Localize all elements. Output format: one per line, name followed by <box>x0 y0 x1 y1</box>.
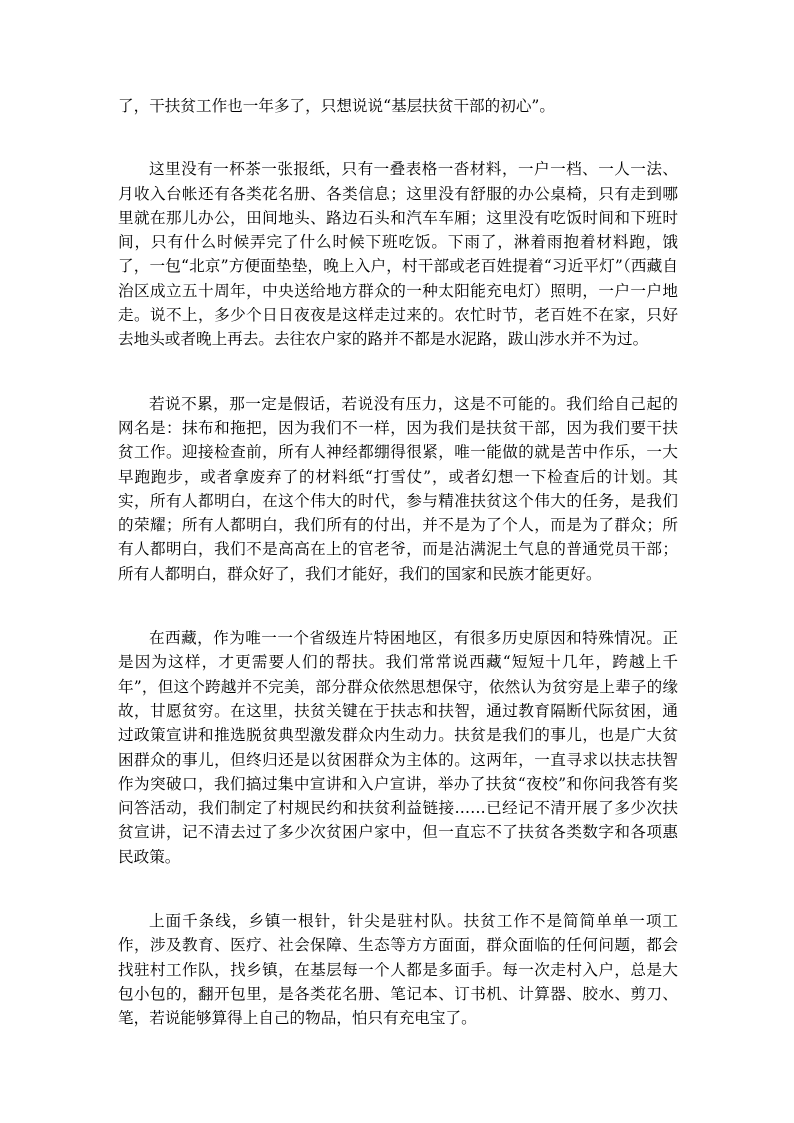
paragraph-5: 上面千条线，乡镇一根针，针尖是驻村队。扶贫工作不是简简单单一项工作，涉及教育、医疗、社会保障、生态等方方面面，群众面临的任何问题，都会找驻村工作队，找乡镇，在基层每一个人都是多面手。每一次走村入户，总是大包小包的，翻开包里，是各类花名册、笔记本、订书机、计算器、胶水、剪刀、笔，若说能够算得上自己的物品，怕只有充电宝了。 <box>118 912 678 1028</box>
paragraph-4: 在西藏，作为唯一一个省级连片特困地区，有很多历史原因和特殊情况。正是因为这样，才更需要人们的帮扶。我们常常说西藏“短短十几年，跨越上千年”，但这个跨越并不完美，部分群众依然思想保守，依然认为贫穷是上辈子的缘故，甘愿贫穷。在这里，扶贫关键在于扶志和扶智，通过教育隔断代际贫困，通过政策宣讲和推选脱贫典型激发群众内生动力。扶贫是我们的事儿，也是广大贫困群众的事儿，但终归还是以贫困群众为主体的。这两年，一直寻求以扶志扶智作为突破口，我们搞过集中宣讲和入户宣讲，举办了扶贫“夜校”和你问我答有奖问答活动，我们制定了村规民约和扶贫利益链接……已经记不清开展了多少次扶贫宣讲，记不清去过了多少次贫困户家中，但一直忘不了扶贫各类数字和各项惠民政策。 <box>118 629 678 866</box>
paragraph-1: 了，干扶贫工作也一年多了，只想说说“基层扶贫干部的初心”。 <box>118 97 555 115</box>
document-page <box>118 94 678 1031</box>
paragraph-3: 若说不累，那一定是假话，若说没有压力，这是不可能的。我们给自己起的网名是：抹布和拖把，因为我们不一样，因为我们是扶贫干部，因为我们要干扶贫工作。迎接检查前，所有人神经都绷得很紧，唯一能做的就是苦中作乐，一大早跑跑步，或者拿废弃了的材料纸“打雪仗”，或者幻想一下检查后的计划。其实，所有人都明白，在这个伟大的时代，参与精准扶贫这个伟大的任务，是我们的荣耀；所有人都明白，我们所有的付出，并不是为了个人，而是为了群众；所有人都明白，我们不是高高在上的官老爷，而是沾满泥土气息的普通党员干部；所有人都明白，群众好了，我们才能好，我们的国家和民族才能更好。 <box>118 394 678 583</box>
paragraph-2: 这里没有一杯茶一张报纸，只有一叠表格一沓材料，一户一档、一人一法、月收入台帐还有各类花名册、各类信息；这里没有舒服的办公桌椅，只有走到哪里就在那儿办公，田间地头、路边石头和汽车车厢；这里没有吃饭时间和下班时间，只有什么时候弄完了什么时候下班吃饭。下雨了，淋着雨抱着材料跑，饿了，一包“北京”方便面垫垫，晚上入户，村干部或老百姓提着“习近平灯”（西藏自治区成立五十周年，中央送给地方群众的一种太阳能充电灯）照明，一户一户地走。说不上，多少个日日夜夜是这样走过来的。农忙时节，老百姓不在家，只好去地头或者晚上再去。去往农户家的路并不都是水泥路，跋山涉水并不为过。 <box>118 160 678 349</box>
